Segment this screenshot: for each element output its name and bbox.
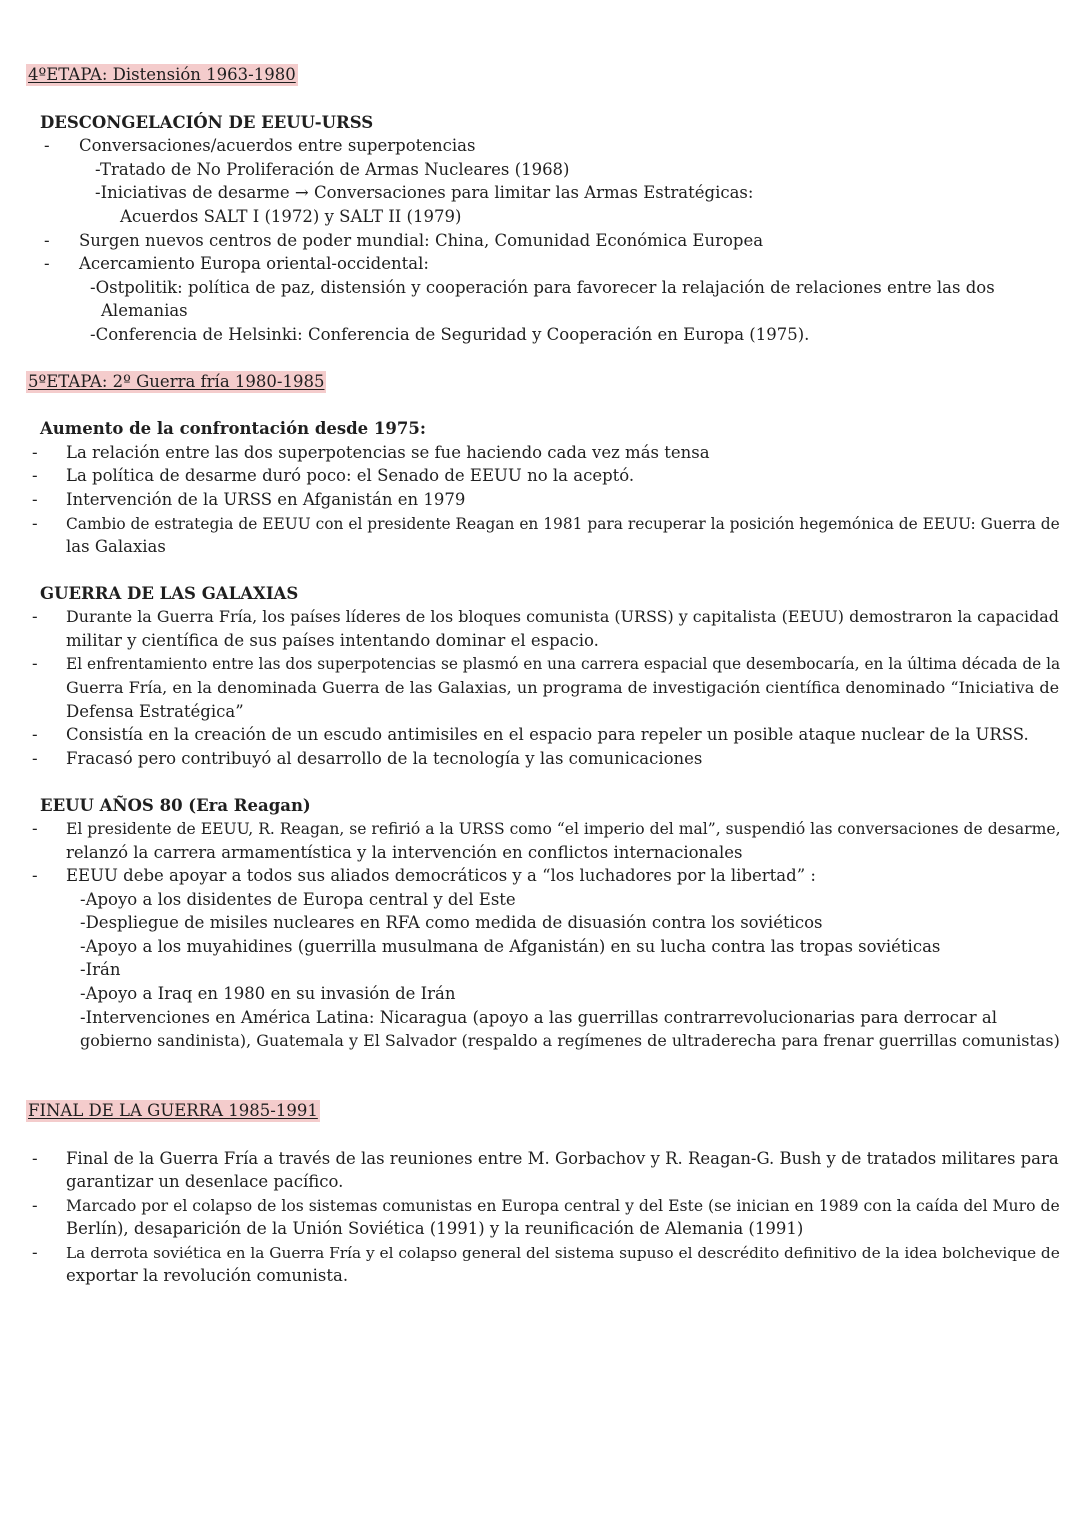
list-item: La política de desarme duró poco: el Senado de EEUU no la aceptó. — [66, 466, 635, 485]
list-item: Consistía en la creación de un escudo antimisiles en el espacio para repeler un posible ataque nuclear de la URSS. — [66, 725, 1029, 744]
list-item-cont: exportar la revolución comunista. — [66, 1266, 349, 1285]
list-item: Fracasó pero contribuyó al desarrollo de la tecnología y las comunicaciones — [66, 749, 703, 768]
section-heading: Aumento de la confrontación desde 1975: — [40, 419, 426, 438]
bullet-dash: - — [32, 654, 38, 673]
sub-item: Acuerdos SALT I (1972) y SALT II (1979) — [120, 207, 462, 226]
section-heading: EEUU AÑOS 80 (Era Reagan) — [40, 796, 311, 815]
sub-item-cont: gobierno sandinista), Guatemala y El Salvador (respaldo a regímenes de ultraderecha para frenar guerrillas comunistas) — [80, 1031, 1060, 1050]
sub-item: -Apoyo a Iraq en 1980 en su invasión de Irán — [80, 984, 456, 1003]
bullet-dash: - — [32, 1149, 38, 1168]
list-item: Marcado por el colapso de los sistemas comunistas en Europa central y del Este (se inician en 1989 con la caída del Muro de — [66, 1196, 1060, 1215]
bullet-dash: - — [32, 466, 38, 485]
sub-item: -Apoyo a los muyahidines (guerrilla musulmana de Afganistán) en su lucha contra las tropas soviéticas — [80, 937, 941, 956]
list-item: Acercamiento Europa oriental-occidental: — [79, 254, 429, 273]
sub-item: Alemanias — [101, 301, 188, 320]
stage4-title: 4ºETAPA: Distensión 1963-1980 — [28, 65, 296, 84]
section-heading: GUERRA DE LAS GALAXIAS — [40, 584, 299, 603]
bullet-dash: - — [44, 136, 50, 155]
bullet-dash: - — [32, 866, 38, 885]
sub-item: -Intervenciones en América Latina: Nicaragua (apoyo a las guerrillas contrarrevolucionarias para derrocar al — [80, 1008, 997, 1027]
list-item: La relación entre las dos superpotencias se fue haciendo cada vez más tensa — [66, 443, 710, 462]
list-item-cont: Berlín), desaparición de la Unión Soviética (1991) y la reunificación de Alemania (1991) — [66, 1219, 804, 1238]
list-item-cont: Guerra Fría, en la denominada Guerra de las Galaxias, un programa de investigación científica denominado “Iniciativa de — [66, 678, 1060, 697]
list-item-cont: militar y científica de sus países intentando dominar el espacio. — [66, 631, 599, 650]
sub-item: -Ostpolitik: política de paz, distensión y cooperación para favorecer la relajación de relaciones entre las dos — [90, 278, 995, 297]
list-item: Intervención de la URSS en Afganistán en 1979 — [66, 490, 466, 509]
bullet-dash: - — [32, 443, 38, 462]
list-item: Durante la Guerra Fría, los países líderes de los bloques comunista (URSS) y capitalista (EEUU) demostraron la capacidad — [66, 607, 1059, 626]
stage4-heading: DESCONGELACIÓN DE EEUU-URSS — [40, 113, 374, 132]
bullet-dash: - — [32, 819, 38, 838]
bullet-dash: - — [44, 254, 50, 273]
sub-item: -Tratado de No Proliferación de Armas Nucleares (1968) — [95, 160, 570, 179]
sub-item: -Conferencia de Helsinki: Conferencia de Seguridad y Cooperación en Europa (1975). — [90, 325, 810, 344]
list-item: Cambio de estrategia de EEUU con el presidente Reagan en 1981 para recuperar la posición hegemónica de EEUU: Guerra de — [66, 515, 1060, 533]
bullet-dash: - — [32, 514, 38, 533]
list-item: Conversaciones/acuerdos entre superpotencias — [79, 136, 476, 155]
sub-item: -Apoyo a los disidentes de Europa central y del Este — [80, 890, 516, 909]
bullet-dash: - — [32, 1196, 38, 1215]
list-item: La derrota soviética en la Guerra Fría y el colapso general del sistema supuso el descrédito definitivo de la idea bolchevique de — [66, 1244, 1060, 1262]
bullet-dash: - — [32, 490, 38, 509]
list-item: Surgen nuevos centros de poder mundial: China, Comunidad Económica Europea — [79, 231, 764, 250]
list-item: El enfrentamiento entre las dos superpotencias se plasmó en una carrera espacial que desembocaría, en la última década de la — [66, 655, 1061, 673]
bullet-dash: - — [32, 607, 38, 626]
list-item: Final de la Guerra Fría a través de las reuniones entre M. Gorbachov y R. Reagan-G. Bush y de tratados militares para — [66, 1149, 1059, 1168]
list-item-cont: las Galaxias — [66, 537, 166, 556]
bullet-dash: - — [32, 725, 38, 744]
list-item: El presidente de EEUU, R. Reagan, se refirió a la URSS como “el imperio del mal”, suspendió las conversaciones de desarme, — [66, 820, 1061, 838]
sub-item: -Despliegue de misiles nucleares en RFA como medida de disuasión contra los soviéticos — [80, 913, 823, 932]
bullet-dash: - — [44, 231, 50, 250]
list-item-cont: Defensa Estratégica” — [66, 702, 244, 721]
list-item-cont: relanzó la carrera armamentística y la intervención en conflictos internacionales — [66, 843, 743, 862]
sub-item: -Irán — [80, 960, 121, 979]
sub-item: -Iniciativas de desarme → Conversaciones para limitar las Armas Estratégicas: — [95, 183, 754, 202]
final-title: FINAL DE LA GUERRA 1985-1991 — [28, 1101, 318, 1120]
stage5-title: 5ºETAPA: 2º Guerra fría 1980-1985 — [28, 372, 325, 391]
list-item: EEUU debe apoyar a todos sus aliados democráticos y a “los luchadores por la libertad” : — [66, 866, 816, 885]
bullet-dash: - — [32, 749, 38, 768]
list-item-cont: garantizar un desenlace pacífico. — [66, 1172, 344, 1191]
bullet-dash: - — [32, 1243, 38, 1262]
